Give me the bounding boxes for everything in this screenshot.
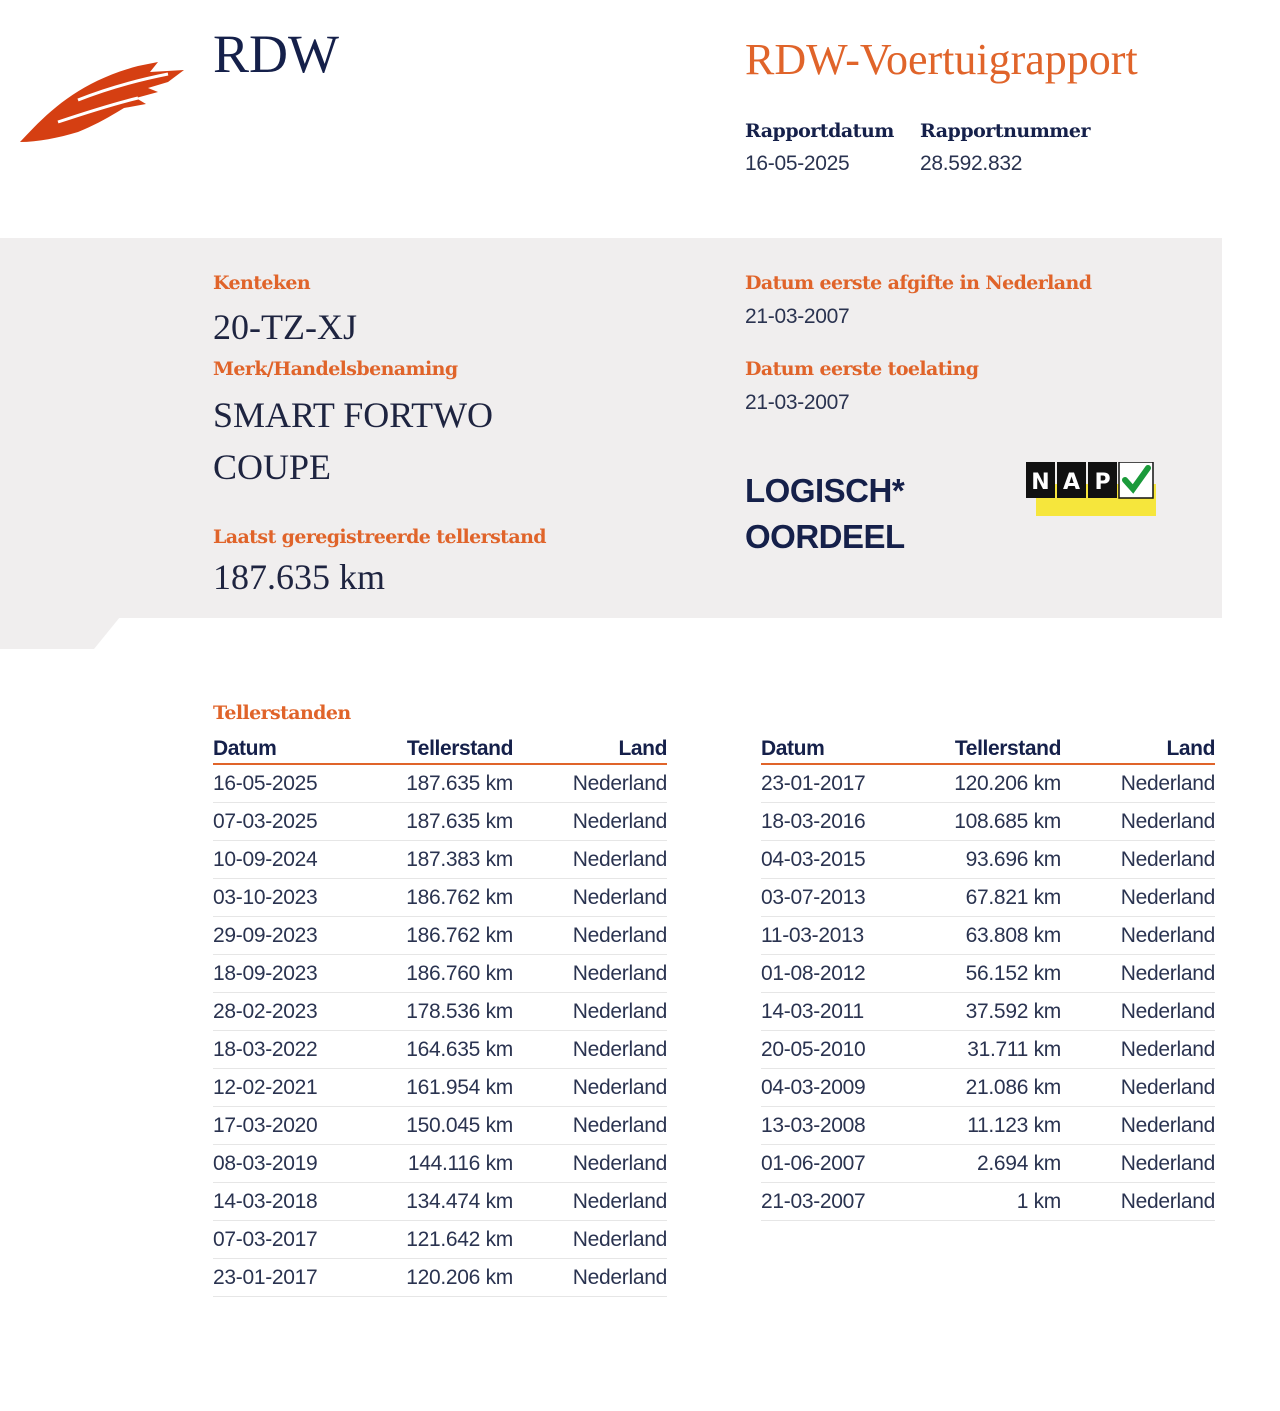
column-header-country: Land	[1061, 735, 1215, 764]
table-row	[761, 1107, 1215, 1145]
reading-km: 121.642 km	[363, 1221, 513, 1259]
verdict-line1: LOGISCH*	[745, 472, 905, 509]
first-issue-nl-value: 21-03-2007	[745, 305, 850, 328]
reading-km: 178.536 km	[363, 993, 513, 1031]
reading-country: Nederland	[1061, 1183, 1215, 1221]
reading-km: 56.152 km	[911, 955, 1061, 993]
table-row	[213, 1107, 667, 1145]
table-row	[213, 1183, 667, 1221]
odometer-label: Laatst geregistreerde tellerstand	[213, 526, 546, 548]
reading-country: Nederland	[1061, 1031, 1215, 1069]
reading-date: 16-05-2025	[213, 764, 363, 803]
reading-km: 187.635 km	[363, 803, 513, 841]
first-issue-nl-label: Datum eerste afgifte in Nederland	[745, 272, 1092, 294]
report-title: RDW-Voertuigrapport	[745, 35, 1138, 84]
reading-country: Nederland	[1061, 955, 1215, 993]
reading-date: 18-09-2023	[213, 955, 363, 993]
first-admission-label: Datum eerste toelating	[745, 358, 979, 380]
reading-date: 28-02-2023	[213, 993, 363, 1031]
reading-country: Nederland	[1061, 803, 1215, 841]
reading-country: Nederland	[1061, 1107, 1215, 1145]
table-row	[761, 764, 1215, 803]
table-header-row	[761, 735, 1215, 764]
column-header-reading: Tellerstand	[911, 735, 1061, 764]
table-row	[761, 879, 1215, 917]
table-row	[761, 1069, 1215, 1107]
reading-date: 13-03-2008	[761, 1107, 911, 1145]
column-header-reading: Tellerstand	[363, 735, 513, 764]
reading-country: Nederland	[1061, 841, 1215, 879]
table-row	[213, 955, 667, 993]
reading-km: 93.696 km	[911, 841, 1061, 879]
readings-table-right	[761, 735, 1215, 1221]
reading-date: 01-08-2012	[761, 955, 911, 993]
table-row	[213, 764, 667, 803]
reading-country: Nederland	[513, 1221, 667, 1259]
table-row	[213, 1031, 667, 1069]
reading-km: 186.762 km	[363, 917, 513, 955]
nap-letter-n: N	[1031, 470, 1050, 495]
column-header-date: Datum	[761, 735, 911, 764]
nap-letter-p: P	[1094, 470, 1111, 495]
column-header-date: Datum	[213, 735, 363, 764]
reading-country: Nederland	[1061, 879, 1215, 917]
reading-country: Nederland	[513, 1069, 667, 1107]
reading-date: 04-03-2015	[761, 841, 911, 879]
vehicle-info-panel	[0, 238, 1222, 618]
reading-date: 03-10-2023	[213, 879, 363, 917]
table-row	[761, 1183, 1215, 1221]
reading-country: Nederland	[1061, 993, 1215, 1031]
reading-date: 29-09-2023	[213, 917, 363, 955]
report-date-label: Rapportdatum	[745, 120, 894, 142]
reading-country: Nederland	[513, 917, 667, 955]
reading-date: 23-01-2017	[213, 1259, 363, 1297]
make-label: Merk/Handelsbenaming	[213, 358, 458, 380]
reading-date: 21-03-2007	[761, 1183, 911, 1221]
report-number-label: Rapportnummer	[920, 120, 1091, 142]
reading-country: Nederland	[513, 879, 667, 917]
plate-label: Kenteken	[213, 272, 311, 294]
reading-km: 37.592 km	[911, 993, 1061, 1031]
reading-km: 2.694 km	[911, 1145, 1061, 1183]
table-row	[213, 841, 667, 879]
table-row	[761, 803, 1215, 841]
reading-km: 144.116 km	[363, 1145, 513, 1183]
reading-country: Nederland	[1061, 917, 1215, 955]
table-row	[761, 1145, 1215, 1183]
reading-km: 186.762 km	[363, 879, 513, 917]
table-row	[761, 955, 1215, 993]
table-row	[213, 1259, 667, 1297]
reading-country: Nederland	[513, 1259, 667, 1297]
reading-km: 120.206 km	[363, 1259, 513, 1297]
first-admission-value: 21-03-2007	[745, 391, 850, 414]
table-row	[761, 1031, 1215, 1069]
reading-date: 11-03-2013	[761, 917, 911, 955]
reading-km: 187.383 km	[363, 841, 513, 879]
reading-country: Nederland	[513, 1107, 667, 1145]
reading-date: 18-03-2022	[213, 1031, 363, 1069]
reading-date: 07-03-2017	[213, 1221, 363, 1259]
reading-country: Nederland	[513, 1183, 667, 1221]
readings-body-left	[213, 764, 667, 1297]
column-header-country: Land	[513, 735, 667, 764]
reading-country: Nederland	[513, 993, 667, 1031]
table-row	[213, 1069, 667, 1107]
reading-km: 1 km	[911, 1183, 1061, 1221]
reading-date: 04-03-2009	[761, 1069, 911, 1107]
table-row	[213, 1145, 667, 1183]
table-row	[213, 993, 667, 1031]
table-row	[761, 917, 1215, 955]
readings-body-right	[761, 764, 1215, 1221]
reading-date: 17-03-2020	[213, 1107, 363, 1145]
brand-name: RDW	[213, 24, 339, 84]
reading-date: 08-03-2019	[213, 1145, 363, 1183]
reading-date: 14-03-2018	[213, 1183, 363, 1221]
reading-km: 164.635 km	[363, 1031, 513, 1069]
reading-km: 187.635 km	[363, 764, 513, 803]
report-date: 16-05-2025	[745, 152, 850, 175]
reading-km: 186.760 km	[363, 955, 513, 993]
reading-date: 18-03-2016	[761, 803, 911, 841]
table-row	[213, 803, 667, 841]
reading-km: 150.045 km	[363, 1107, 513, 1145]
reading-date: 07-03-2025	[213, 803, 363, 841]
reading-date: 01-06-2007	[761, 1145, 911, 1183]
reading-km: 31.711 km	[911, 1031, 1061, 1069]
table-row	[213, 879, 667, 917]
reading-country: Nederland	[1061, 1069, 1215, 1107]
rdw-logo-icon	[18, 52, 190, 148]
reading-km: 120.206 km	[911, 764, 1061, 803]
verdict-line2: OORDEEL	[745, 518, 905, 555]
reading-date: 20-05-2010	[761, 1031, 911, 1069]
reading-country: Nederland	[513, 955, 667, 993]
reading-country: Nederland	[513, 803, 667, 841]
reading-country: Nederland	[1061, 764, 1215, 803]
reading-country: Nederland	[513, 1031, 667, 1069]
reading-date: 14-03-2011	[761, 993, 911, 1031]
plate-value: 20-TZ-XJ	[213, 307, 357, 347]
reading-km: 67.821 km	[911, 879, 1061, 917]
report-number: 28.592.832	[920, 152, 1023, 175]
reading-km: 161.954 km	[363, 1069, 513, 1107]
readings-title: Tellerstanden	[213, 702, 351, 724]
reading-date: 12-02-2021	[213, 1069, 363, 1107]
nap-letter-a: A	[1062, 470, 1081, 495]
readings-table-left	[213, 735, 667, 1297]
reading-km: 108.685 km	[911, 803, 1061, 841]
table-row	[213, 917, 667, 955]
reading-country: Nederland	[513, 764, 667, 803]
nap-check-icon	[1026, 462, 1156, 516]
reading-country: Nederland	[1061, 1145, 1215, 1183]
verdict-text	[745, 468, 905, 560]
table-row	[761, 841, 1215, 879]
reading-country: Nederland	[513, 841, 667, 879]
table-row	[761, 993, 1215, 1031]
table-header-row	[213, 735, 667, 764]
panel-corner-decoration	[0, 617, 120, 649]
make-value-line2: COUPE	[213, 447, 332, 487]
reading-country: Nederland	[513, 1145, 667, 1183]
reading-km: 134.474 km	[363, 1183, 513, 1221]
table-row	[213, 1221, 667, 1259]
reading-date: 03-07-2013	[761, 879, 911, 917]
reading-date: 23-01-2017	[761, 764, 911, 803]
reading-date: 10-09-2024	[213, 841, 363, 879]
odometer-value: 187.635 km	[213, 557, 386, 597]
reading-km: 63.808 km	[911, 917, 1061, 955]
reading-km: 11.123 km	[911, 1107, 1061, 1145]
make-value-line1: SMART FORTWO	[213, 395, 494, 435]
reading-km: 21.086 km	[911, 1069, 1061, 1107]
